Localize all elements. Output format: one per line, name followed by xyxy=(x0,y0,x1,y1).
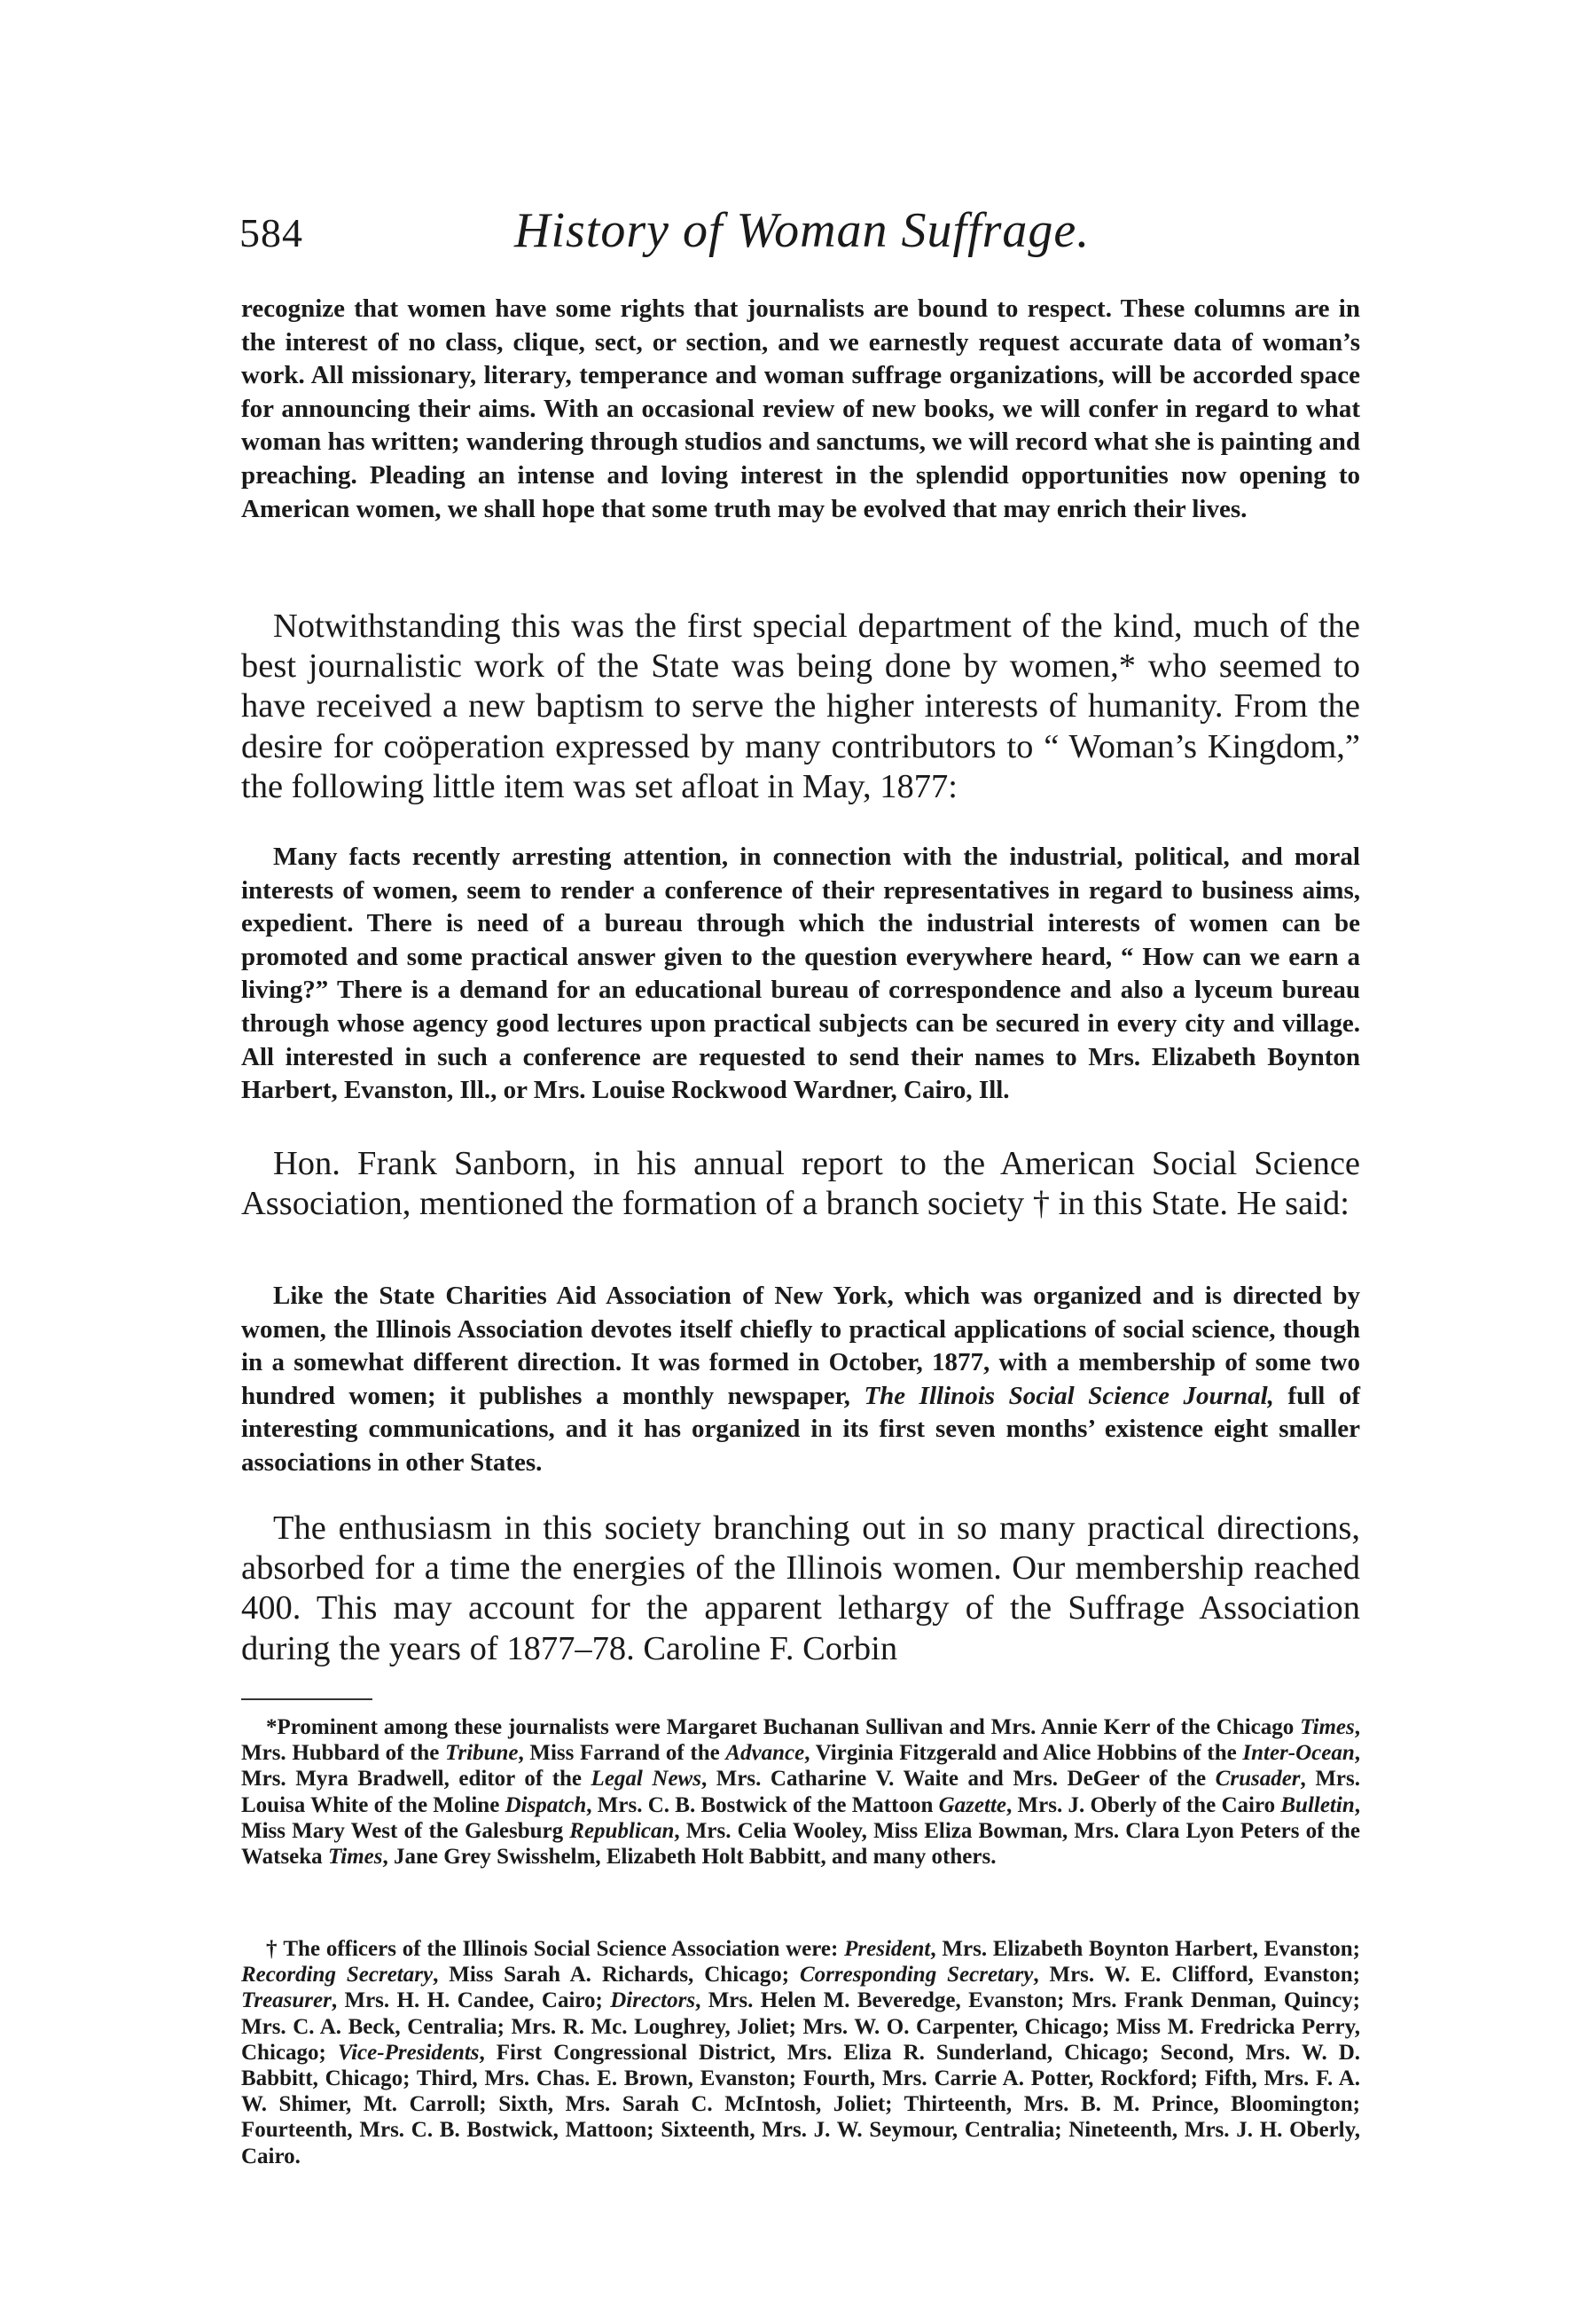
footnote-2: † The officers of the Illinois Social Science Association were: President, Mrs. Elizabeth Boynton Harbert, Evanston; Recording Secretary, Miss Sarah A. Richards, Chicago; Corresponding Secretary, Mrs. W. E. Clifford, Evanston; Treasurer, Mrs. H. H. Candee, Cairo; Directors, Mrs. Helen M. Beveredge, Evanston; Mrs. Frank Denman, Quincy; Mrs. C. A. Beck, Centralia; Mrs. R. Mc. Loughrey, Joliet; Mrs. W. O. Carpenter, Chicago; Miss M. Fredricka Perry, Chicago; Vice-Presidents, First Congressional District, Mrs. Eliza R. Sunderland, Chicago; Second, Mrs. W. D. Babbitt, Chicago; Third, Mrs. Chas. E. Brown, Evanston; Fourth, Mrs. Carrie A. Potter, Rockford; Fifth, Mrs. F. A. W. Shimer, Mt. Carroll; Sixth, Mrs. Sarah C. McIntosh, Joliet; Thirteenth, Mrs. B. M. Prince, Bloomington; Fourteenth, Mrs. C. B. Bostwick, Mattoon; Sixteenth, Mrs. J. W. Seymour, Centralia; Nineteenth, Mrs. J. H. Oberly, Cairo. xyxy=(241,1937,1361,2168)
quote3-text-before: Like the State Charities Aid Association of New York, which was organized and is directed by women, the Illinois Association devotes itself chiefly to practical applications of social science, though in a somewhat different direction. It was formed in October, 1877, with a membership of some two hundred women; it publishes a monthly newspaper, xyxy=(241,1282,1360,1410)
quote-paragraph-2: Many facts recently arresting attention, in connection with the industrial, political, and moral interests of women, seem to render a conference of their representatives in regard to business aims, expedient. There is need of a bureau through which the industrial interests of women can be promoted and some practical answer given to the question everywhere heard, “ How can we earn a living?” There is a demand for an educational bureau of correspondence and also a lyceum bureau through whose agency good lectures upon practical subjects can be secured in every city and village. All interested in such a conference are requested to send their names to Mrs. Elizabeth Boynton Harbert, Evanston, Ill., or Mrs. Louise Rockwood Wardner, Cairo, Ill. xyxy=(241,843,1360,1105)
page-number: 584 xyxy=(239,210,303,255)
quote-paragraph-1: recognize that women have some rights that journalists are bound to respect. These columns are in the interest of no class, clique, sect, or section, and we earnestly request accurate data of woman’s work. All missionary, literary, temperance and woman suffrage organizations, will be accorded space for announcing their aims. With an occasional review of new books, we will confer in regard to what woman has written; wandering through studios and sanctums, we will record what she is painting and preaching. Pleading an intense and loving interest in the splendid opportunities now opening to American women, we shall hope that some truth may be evolved that may enrich their lives. xyxy=(241,294,1360,523)
quote3-text-after: full of interesting communications, and it has organized in its first seven months’ existence eight smaller associations in other States. xyxy=(241,1381,1360,1477)
body-paragraph-1: Notwithstanding this was the first special department of the kind, much of the best journalistic work of the State was being done by women,* who seemed to have received a new baptism to serve the higher interests of humanity. From the desire for coöperation expressed by many contributors to “ Woman’s Kingdom,” the following little item was set afloat in May, 1877: xyxy=(241,608,1360,805)
body-paragraph-3: The enthusiasm in this society branching out in so many practical directions, absorbed for a time the energies of the Illinois women. Our membership reached 400. This may account for the apparent lethargy of the Suffrage Association during the years of 1877–78. Caroline F. Corbin xyxy=(241,1509,1360,1667)
body-paragraph-2: Hon. Frank Sanborn, in his annual report to the American Social Science Association, mentioned the formation of a branch society † in this State. He said: xyxy=(241,1145,1360,1223)
quote-paragraph-3 xyxy=(241,1280,1360,1480)
footnote-divider xyxy=(241,1698,372,1700)
footnote-1: *Prominent among these journalists were Margaret Buchanan Sullivan and Mrs. Annie Kerr of the Chicago Times, Mrs. Hubbard of the Tribune, Miss Farrand of the Advance, Virginia Fitzgerald and Alice Hobbins of the Inter-Ocean, Mrs. Myra Bradwell, editor of the Legal News, Mrs. Catharine V. Waite and Mrs. DeGeer of the Crusader, Mrs. Louisa White of the Moline Dispatch, Mrs. C. B. Bostwick of the Mattoon Gazette, Mrs. J. Oberly of the Cairo Bulletin, Miss Mary West of the Galesburg Republican, Mrs. Celia Wooley, Miss Eliza Bowman, Mrs. Clara Lyon Peters of the Watseka Times, Jane Grey Swisshelm, Elizabeth Holt Babbitt, and many others. xyxy=(241,1715,1360,1870)
journal-title: The Illinois Social Science Journal, xyxy=(864,1381,1274,1410)
running-title: History of Woman Suffrage. xyxy=(514,203,1091,258)
